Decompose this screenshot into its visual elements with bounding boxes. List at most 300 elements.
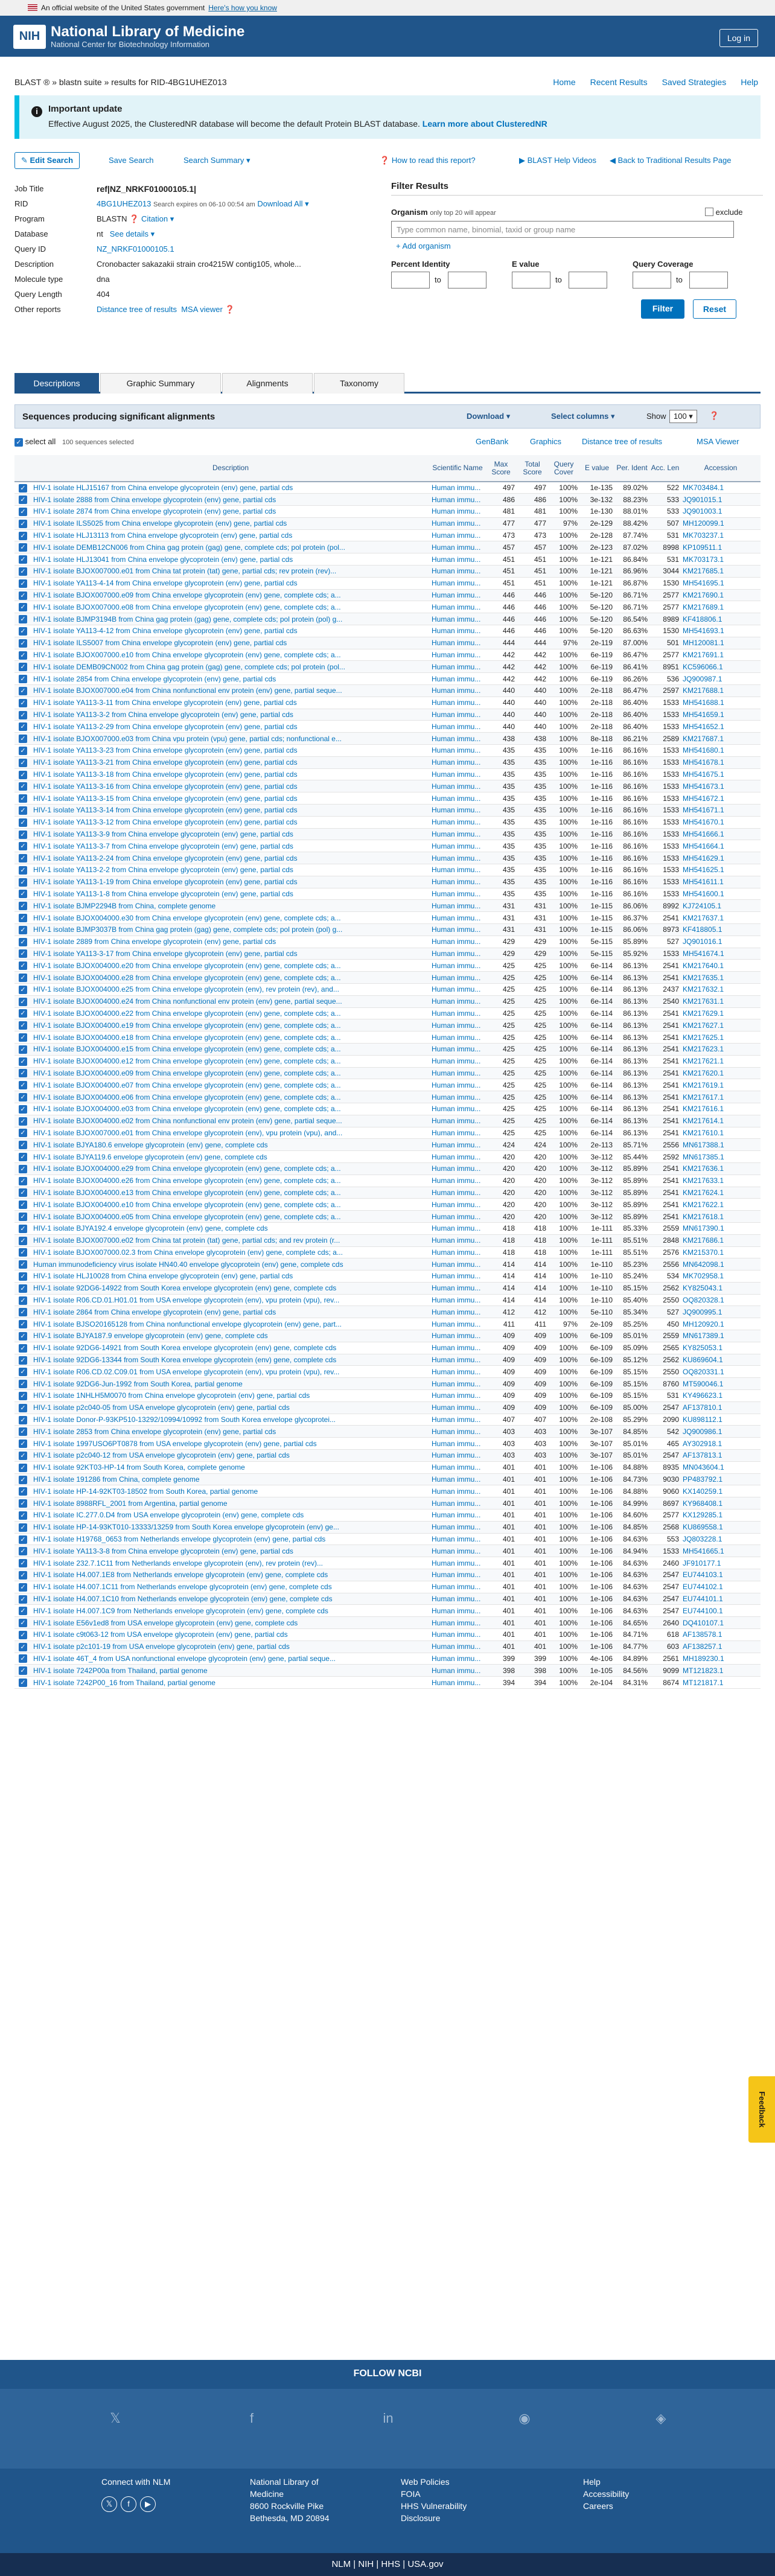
col-total-score[interactable]: Total Score: [517, 455, 548, 482]
cell-scientific-name[interactable]: Human immu...: [430, 482, 485, 494]
cell-accession[interactable]: KU869604.1: [681, 1354, 761, 1366]
select-all-checkbox[interactable]: ✓: [14, 438, 23, 447]
cell-scientific-name[interactable]: Human immu...: [430, 1521, 485, 1533]
cell-accession[interactable]: KP109511.1: [681, 541, 761, 553]
cell-accession[interactable]: KM217691.1: [681, 649, 761, 661]
twitter-icon[interactable]: 𝕏: [101, 2496, 117, 2512]
cell-accession[interactable]: KM217632.1: [681, 983, 761, 995]
cell-scientific-name[interactable]: Human immu...: [430, 601, 485, 613]
cell-scientific-name[interactable]: Human immu...: [430, 1007, 485, 1019]
cell-scientific-name[interactable]: Human immu...: [430, 613, 485, 625]
cell-description[interactable]: HIV-1 isolate YA113-3-18 from China envelope glycoprotein (env) gene, partial cds: [31, 768, 430, 780]
row-checkbox[interactable]: ✓: [19, 1033, 27, 1042]
foia-link[interactable]: FOIA: [401, 2489, 421, 2499]
cell-description[interactable]: HIV-1 isolate 2864 from China envelope glycoprotein (env) gene, partial cds: [31, 1306, 430, 1318]
row-checkbox[interactable]: ✓: [19, 818, 27, 827]
cell-scientific-name[interactable]: Human immu...: [430, 1497, 485, 1510]
row-checkbox[interactable]: ✓: [19, 1296, 27, 1305]
cell-scientific-name[interactable]: Human immu...: [430, 828, 485, 840]
cell-accession[interactable]: DQ410107.1: [681, 1617, 761, 1629]
cell-scientific-name[interactable]: Human immu...: [430, 1605, 485, 1617]
cell-scientific-name[interactable]: Human immu...: [430, 1043, 485, 1055]
cell-accession[interactable]: JF910177.1: [681, 1557, 761, 1569]
cell-accession[interactable]: MT590046.1: [681, 1378, 761, 1390]
row-checkbox[interactable]: ✓: [19, 1487, 27, 1496]
row-checkbox[interactable]: ✓: [19, 1356, 27, 1365]
exclude-checkbox[interactable]: [705, 208, 713, 216]
cell-accession[interactable]: MN043604.1: [681, 1461, 761, 1473]
edit-search-button[interactable]: ✎ Edit Search: [14, 152, 80, 169]
row-checkbox[interactable]: ✓: [19, 484, 27, 493]
cell-description[interactable]: HIV-1 isolate HLJ10028 from China envelope glycoprotein (env) gene, partial cds: [31, 1270, 430, 1283]
youtube-icon[interactable]: ▶: [140, 2496, 156, 2512]
cell-scientific-name[interactable]: Human immu...: [430, 1318, 485, 1330]
cell-accession[interactable]: MH541673.1: [681, 780, 761, 792]
cell-description[interactable]: HIV-1 isolate YA113-3-12 from China envelope glycoprotein (env) gene, partial cds: [31, 816, 430, 828]
cell-description[interactable]: HIV-1 isolate BJOX007000.e03 from China vpu protein (vpu) gene, partial cds; nonfunctional e...: [31, 733, 430, 745]
cell-accession[interactable]: KX129285.1: [681, 1510, 761, 1522]
col-query-cover[interactable]: Query Cover: [548, 455, 579, 482]
cell-description[interactable]: HIV-1 isolate YA113-3-8 from China envelope glycoprotein (env) gene, partial cds: [31, 1545, 430, 1557]
cell-description[interactable]: HIV-1 isolate YA113-3-11 from China envelope glycoprotein (env) gene, partial cds: [31, 697, 430, 709]
row-checkbox[interactable]: ✓: [19, 1559, 27, 1567]
cell-description[interactable]: HIV-1 isolate YA113-2-29 from China envelope glycoprotein (env) gene, partial cds: [31, 721, 430, 733]
cell-accession[interactable]: KM217640.1: [681, 960, 761, 972]
cell-scientific-name[interactable]: Human immu...: [430, 805, 485, 817]
cell-description[interactable]: HIV-1 isolate BJMP3037B from China gag protein (gag) gene, complete cds; pol protein (pol) g...: [31, 923, 430, 936]
row-checkbox[interactable]: ✓: [19, 1464, 27, 1472]
cell-scientific-name[interactable]: Human immu...: [430, 1354, 485, 1366]
row-checkbox[interactable]: ✓: [19, 722, 27, 731]
cell-scientific-name[interactable]: Human immu...: [430, 756, 485, 768]
row-checkbox[interactable]: ✓: [19, 496, 27, 504]
cell-description[interactable]: HIV-1 isolate BJYA192.4 envelope glycoprotein (env) gene, complete cds: [31, 1222, 430, 1234]
cell-scientific-name[interactable]: Human immu...: [430, 1677, 485, 1689]
cell-scientific-name[interactable]: Human immu...: [430, 1533, 485, 1545]
see-details-dropdown[interactable]: See details ▾: [109, 229, 155, 238]
row-checkbox[interactable]: ✓: [19, 1571, 27, 1580]
cell-scientific-name[interactable]: Human immu...: [430, 1330, 485, 1342]
cell-accession[interactable]: KY825043.1: [681, 1282, 761, 1294]
cell-description[interactable]: HIV-1 isolate HP-14-92KT03-18502 from South Korea, partial genome: [31, 1485, 430, 1497]
cell-scientific-name[interactable]: Human immu...: [430, 1401, 485, 1414]
row-checkbox[interactable]: ✓: [19, 831, 27, 839]
row-checkbox[interactable]: ✓: [19, 1081, 27, 1089]
cell-description[interactable]: HIV-1 isolate BJOX004000.e25 from China envelope glycoprotein (env), rev protein (rev), and...: [31, 983, 430, 995]
evalue-min[interactable]: [512, 272, 550, 289]
cell-scientific-name[interactable]: Human immu...: [430, 1258, 485, 1270]
cell-description[interactable]: HIV-1 isolate YA113-3-21 from China envelope glycoprotein (env) gene, partial cds: [31, 756, 430, 768]
row-checkbox[interactable]: ✓: [19, 1308, 27, 1316]
cell-scientific-name[interactable]: Human immu...: [430, 840, 485, 852]
cell-description[interactable]: HIV-1 isolate 2874 from China envelope glycoprotein (env) gene, partial cds: [31, 506, 430, 518]
cell-accession[interactable]: AF138578.1: [681, 1629, 761, 1641]
cell-scientific-name[interactable]: Human immu...: [430, 983, 485, 995]
cell-accession[interactable]: KJ724105.1: [681, 900, 761, 912]
cell-accession[interactable]: AF138257.1: [681, 1640, 761, 1653]
cell-description[interactable]: HIV-1 isolate YA113-3-23 from China envelope glycoprotein (env) gene, partial cds: [31, 745, 430, 757]
citation-dropdown[interactable]: Citation ▾: [141, 214, 174, 223]
cell-description[interactable]: HIV-1 isolate DEMB09CN002 from China gag protein (gag) gene, complete cds; pol protein (pol...: [31, 661, 430, 673]
genbank-link[interactable]: GenBank: [476, 437, 509, 446]
row-checkbox[interactable]: ✓: [19, 1499, 27, 1508]
cell-accession[interactable]: KM217686.1: [681, 1234, 761, 1246]
cell-description[interactable]: HIV-1 isolate BJMP3194B from China gag protein (gag) gene, complete cds; pol protein (pol) g...: [31, 613, 430, 625]
cell-accession[interactable]: KM217633.1: [681, 1175, 761, 1187]
row-checkbox[interactable]: ✓: [19, 1320, 27, 1328]
cell-accession[interactable]: MH541670.1: [681, 816, 761, 828]
nav-saved-strategies[interactable]: Saved Strategies: [662, 77, 727, 87]
row-checkbox[interactable]: ✓: [19, 806, 27, 815]
cell-accession[interactable]: MH541665.1: [681, 1545, 761, 1557]
twitter-icon[interactable]: 𝕏: [110, 2411, 121, 2426]
cell-scientific-name[interactable]: Human immu...: [430, 1450, 485, 1462]
cell-scientific-name[interactable]: Human immu...: [430, 1569, 485, 1581]
evalue-max[interactable]: [569, 272, 607, 289]
cell-scientific-name[interactable]: Human immu...: [430, 1473, 485, 1485]
col-scientific-name[interactable]: Scientific Name: [430, 455, 485, 482]
cell-accession[interactable]: MK703173.1: [681, 553, 761, 566]
cell-description[interactable]: HIV-1 isolate HLJ15167 from China envelope glycoprotein (env) gene, partial cds: [31, 482, 430, 494]
row-checkbox[interactable]: ✓: [19, 771, 27, 779]
linkedin-icon[interactable]: in: [383, 2411, 394, 2426]
cell-description[interactable]: HIV-1 isolate BJOX004000.e06 from China envelope glycoprotein (env) gene, complete cds; a...: [31, 1091, 430, 1103]
row-checkbox[interactable]: ✓: [19, 1045, 27, 1054]
cell-accession[interactable]: KY496623.1: [681, 1390, 761, 1402]
cell-scientific-name[interactable]: Human immu...: [430, 1139, 485, 1151]
cell-description[interactable]: HIV-1 isolate BJOX004000.e22 from China envelope glycoprotein (env) gene, complete cds; a...: [31, 1007, 430, 1019]
query-coverage-min[interactable]: [633, 272, 671, 289]
cell-scientific-name[interactable]: Human immu...: [430, 661, 485, 673]
row-checkbox[interactable]: ✓: [19, 1284, 27, 1293]
cell-description[interactable]: HIV-1 isolate IC.277.0.D4 from USA envelope glycoprotein (env) gene, complete cds: [31, 1510, 430, 1522]
cell-accession[interactable]: KU869558.1: [681, 1521, 761, 1533]
cell-description[interactable]: HIV-1 isolate BJOX007000.e02 from China tat protein (tat) gene, partial cds; and rev protein (r...: [31, 1234, 430, 1246]
cell-accession[interactable]: MH541629.1: [681, 852, 761, 864]
cell-description[interactable]: HIV-1 isolate H4.007.1C11 from Netherlands envelope glycoprotein (env) gene, complete cds: [31, 1581, 430, 1593]
cell-scientific-name[interactable]: Human immu...: [430, 1091, 485, 1103]
row-checkbox[interactable]: ✓: [19, 1427, 27, 1436]
cell-accession[interactable]: KM217616.1: [681, 1103, 761, 1115]
cell-accession[interactable]: KM217617.1: [681, 1091, 761, 1103]
cell-scientific-name[interactable]: Human immu...: [430, 1593, 485, 1605]
cell-description[interactable]: HIV-1 isolate 92DG6-13344 from South Korea envelope glycoprotein (env) gene, complete cds: [31, 1354, 430, 1366]
cell-accession[interactable]: KM217620.1: [681, 1067, 761, 1079]
col-max-score[interactable]: Max Score: [485, 455, 517, 482]
cell-accession[interactable]: MH541693.1: [681, 625, 761, 637]
cell-accession[interactable]: MN617388.1: [681, 1139, 761, 1151]
row-checkbox[interactable]: ✓: [19, 591, 27, 600]
row-checkbox[interactable]: ✓: [19, 1392, 27, 1400]
footer-nlm[interactable]: National Library of: [250, 2477, 319, 2487]
cell-accession[interactable]: MN617390.1: [681, 1222, 761, 1234]
row-checkbox[interactable]: ✓: [19, 1141, 27, 1149]
row-checkbox[interactable]: ✓: [19, 567, 27, 576]
cell-scientific-name[interactable]: Human immu...: [430, 923, 485, 936]
row-checkbox[interactable]: ✓: [19, 938, 27, 946]
cell-accession[interactable]: MK703237.1: [681, 529, 761, 541]
cell-scientific-name[interactable]: Human immu...: [430, 948, 485, 960]
cell-accession[interactable]: MH541600.1: [681, 888, 761, 900]
cell-description[interactable]: HIV-1 isolate YA113-3-9 from China envelope glycoprotein (env) gene, partial cds: [31, 828, 430, 840]
cell-scientific-name[interactable]: Human immu...: [430, 1270, 485, 1283]
cell-description[interactable]: HIV-1 isolate BJOX004000.e18 from China envelope glycoprotein (env) gene, complete cds; a...: [31, 1031, 430, 1044]
cell-accession[interactable]: MH541652.1: [681, 721, 761, 733]
row-checkbox[interactable]: ✓: [19, 1607, 27, 1615]
cell-accession[interactable]: KM217623.1: [681, 1043, 761, 1055]
cell-accession[interactable]: KM217631.1: [681, 995, 761, 1007]
cell-accession[interactable]: MH541664.1: [681, 840, 761, 852]
cell-description[interactable]: HIV-1 isolate ILS5025 from China envelope glycoprotein (env) gene, partial cds: [31, 517, 430, 529]
cell-accession[interactable]: MH541688.1: [681, 697, 761, 709]
cell-description[interactable]: HIV-1 isolate YA113-1-8 from China envelope glycoprotein (env) gene, partial cds: [31, 888, 430, 900]
cell-accession[interactable]: KM217618.1: [681, 1211, 761, 1223]
cell-description[interactable]: HIV-1 isolate YA113-3-15 from China envelope glycoprotein (env) gene, partial cds: [31, 792, 430, 805]
tab-alignments[interactable]: Alignments: [222, 373, 313, 394]
cell-description[interactable]: HIV-1 isolate 46T_4 from USA nonfunctional envelope glycoprotein (env) gene, partial seque...: [31, 1653, 430, 1665]
row-checkbox[interactable]: ✓: [19, 663, 27, 671]
cell-description[interactable]: HIV-1 isolate 191286 from China, complete genome: [31, 1473, 430, 1485]
organism-input[interactable]: Type common name, binomial, taxid or group name: [391, 221, 734, 238]
cell-scientific-name[interactable]: Human immu...: [430, 1246, 485, 1258]
cell-description[interactable]: HIV-1 isolate YA113-4-12 from China envelope glycoprotein (env) gene, partial cds: [31, 625, 430, 637]
cell-accession[interactable]: MN617389.1: [681, 1330, 761, 1342]
row-checkbox[interactable]: ✓: [19, 974, 27, 982]
cell-scientific-name[interactable]: Human immu...: [430, 864, 485, 876]
row-checkbox[interactable]: ✓: [19, 579, 27, 588]
cell-description[interactable]: HIV-1 isolate 92DG6-Jun-1992 from South Korea, partial genome: [31, 1378, 430, 1390]
cell-scientific-name[interactable]: Human immu...: [430, 1510, 485, 1522]
cell-accession[interactable]: KM217627.1: [681, 1019, 761, 1031]
cell-scientific-name[interactable]: Human immu...: [430, 1461, 485, 1473]
cell-description[interactable]: HIV-1 isolate R06.CD.02.C09.01 from USA envelope glycoprotein (env), vpu protein (vpu), rev...: [31, 1366, 430, 1378]
row-checkbox[interactable]: ✓: [19, 1069, 27, 1077]
query-id-link[interactable]: NZ_NRKF01000105.1: [97, 244, 174, 253]
cell-description[interactable]: HIV-1 isolate p2c040-05 from USA envelope glycoprotein (env) gene, partial cds: [31, 1401, 430, 1414]
filter-button[interactable]: Filter: [641, 299, 684, 319]
row-checkbox[interactable]: ✓: [19, 1439, 27, 1448]
cell-accession[interactable]: JQ901015.1: [681, 494, 761, 506]
row-checkbox[interactable]: ✓: [19, 747, 27, 755]
cell-accession[interactable]: MN642098.1: [681, 1258, 761, 1270]
row-checkbox[interactable]: ✓: [19, 866, 27, 875]
cell-scientific-name[interactable]: Human immu...: [430, 1342, 485, 1354]
cell-accession[interactable]: KM217624.1: [681, 1187, 761, 1199]
nlm-logo[interactable]: [13, 24, 244, 49]
cell-accession[interactable]: AF137810.1: [681, 1401, 761, 1414]
cell-accession[interactable]: KM217625.1: [681, 1031, 761, 1044]
reset-button[interactable]: Reset: [693, 299, 736, 319]
cell-description[interactable]: HIV-1 isolate DEMB12CN006 from China gag protein (gag) gene, complete cds; pol protein (pol...: [31, 541, 430, 553]
row-checkbox[interactable]: ✓: [19, 627, 27, 636]
row-checkbox[interactable]: ✓: [19, 1225, 27, 1233]
cell-description[interactable]: HIV-1 isolate BJOX004000.e13 from China envelope glycoprotein (env) gene, complete cds; a...: [31, 1187, 430, 1199]
cell-description[interactable]: HIV-1 isolate YA113-2-2 from China envelope glycoprotein (env) gene, partial cds: [31, 864, 430, 876]
cell-description[interactable]: HIV-1 isolate 2853 from China envelope glycoprotein (env) gene, partial cds: [31, 1426, 430, 1438]
cell-accession[interactable]: MH541659.1: [681, 709, 761, 721]
cell-accession[interactable]: AY302918.1: [681, 1438, 761, 1450]
cell-description[interactable]: HIV-1 isolate ILS5007 from China envelope glycoprotein (env) gene, partial cds: [31, 637, 430, 649]
feedback-button[interactable]: Feedback: [748, 2076, 775, 2143]
row-checkbox[interactable]: ✓: [19, 794, 27, 803]
tab-taxonomy[interactable]: Taxonomy: [314, 373, 404, 394]
cell-description[interactable]: HIV-1 isolate 1NHLH5M0070 from China envelope glycoprotein (env) gene, partial cds: [31, 1390, 430, 1402]
row-checkbox[interactable]: ✓: [19, 639, 27, 648]
row-checkbox[interactable]: ✓: [19, 1117, 27, 1126]
cell-description[interactable]: HIV-1 isolate 2889 from China envelope glycoprotein (env) gene, partial cds: [31, 936, 430, 948]
row-checkbox[interactable]: ✓: [19, 687, 27, 695]
cell-description[interactable]: HIV-1 isolate BJOX004000.e07 from China envelope glycoprotein (env) gene, complete cds; a...: [31, 1079, 430, 1091]
cell-accession[interactable]: KM217690.1: [681, 589, 761, 601]
cell-accession[interactable]: KC596066.1: [681, 661, 761, 673]
cell-scientific-name[interactable]: Human immu...: [430, 625, 485, 637]
row-checkbox[interactable]: ✓: [19, 615, 27, 623]
distance-tree-link[interactable]: Distance tree of results: [582, 437, 662, 446]
cell-description[interactable]: HIV-1 isolate H19768_0653 from Netherlands envelope glycoprotein (env) gene, partial cds: [31, 1533, 430, 1545]
cell-description[interactable]: HIV-1 isolate 92DG6-14921 from South Korea envelope glycoprotein (env) gene, complete cds: [31, 1342, 430, 1354]
row-checkbox[interactable]: ✓: [19, 782, 27, 791]
row-checkbox[interactable]: ✓: [19, 1583, 27, 1592]
cell-description[interactable]: HIV-1 isolate c9t063-12 from USA envelope glycoprotein (env) gene, partial cds: [31, 1629, 430, 1641]
cell-scientific-name[interactable]: Human immu...: [430, 1234, 485, 1246]
cell-accession[interactable]: KY968408.1: [681, 1497, 761, 1510]
cell-description[interactable]: HIV-1 isolate p2c040-12 from USA envelope glycoprotein (env) gene, partial cds: [31, 1450, 430, 1462]
blog-icon[interactable]: ◈: [655, 2411, 666, 2426]
cell-scientific-name[interactable]: Human immu...: [430, 1653, 485, 1665]
cell-accession[interactable]: OQ820331.1: [681, 1366, 761, 1378]
cell-scientific-name[interactable]: Human immu...: [430, 709, 485, 721]
cell-scientific-name[interactable]: Human immu...: [430, 768, 485, 780]
cell-description[interactable]: HIV-1 isolate 2854 from China envelope glycoprotein (env) gene, partial cds: [31, 673, 430, 685]
cell-scientific-name[interactable]: Human immu...: [430, 1187, 485, 1199]
cell-accession[interactable]: KM217687.1: [681, 733, 761, 745]
cell-scientific-name[interactable]: Human immu...: [430, 506, 485, 518]
cell-scientific-name[interactable]: Human immu...: [430, 529, 485, 541]
cell-description[interactable]: HIV-1 isolate H4.007.1C10 from Netherlands envelope glycoprotein (env) gene, complete cds: [31, 1593, 430, 1605]
cell-scientific-name[interactable]: Human immu...: [430, 637, 485, 649]
col-accession[interactable]: Accession: [681, 455, 761, 482]
row-checkbox[interactable]: ✓: [19, 1535, 27, 1544]
footer-nlm[interactable]: Medicine: [250, 2489, 284, 2499]
cell-description[interactable]: HIV-1 isolate BJOX007000.e04 from China nonfunctional env protein (env) gene, partial seque...: [31, 685, 430, 697]
cell-scientific-name[interactable]: Human immu...: [430, 900, 485, 912]
accessibility-link[interactable]: Accessibility: [583, 2489, 630, 2499]
cell-accession[interactable]: MK702958.1: [681, 1270, 761, 1283]
nav-recent-results[interactable]: Recent Results: [590, 77, 648, 87]
add-organism-link[interactable]: + Add organism: [396, 241, 451, 250]
row-checkbox[interactable]: ✓: [19, 1380, 27, 1388]
cell-accession[interactable]: MH541675.1: [681, 768, 761, 780]
cell-scientific-name[interactable]: Human immu...: [430, 541, 485, 553]
cell-description[interactable]: HIV-1 isolate BJOX004000.e02 from China nonfunctional env protein (env) gene, partial seque...: [31, 1115, 430, 1127]
cell-accession[interactable]: MH189230.1: [681, 1653, 761, 1665]
cell-scientific-name[interactable]: Human immu...: [430, 816, 485, 828]
row-checkbox[interactable]: ✓: [19, 1057, 27, 1066]
row-checkbox[interactable]: ✓: [19, 1248, 27, 1257]
row-checkbox[interactable]: ✓: [19, 1595, 27, 1604]
row-checkbox[interactable]: ✓: [19, 1666, 27, 1675]
cell-scientific-name[interactable]: Human immu...: [430, 733, 485, 745]
cell-description[interactable]: HIV-1 isolate BJOX007000.e08 from China envelope glycoprotein (env) gene, complete cds; a...: [31, 601, 430, 613]
cell-scientific-name[interactable]: Human immu...: [430, 1067, 485, 1079]
row-checkbox[interactable]: ✓: [19, 675, 27, 683]
cell-scientific-name[interactable]: Human immu...: [430, 673, 485, 685]
cell-scientific-name[interactable]: Human immu...: [430, 1019, 485, 1031]
cell-description[interactable]: HIV-1 isolate BJOX004000.e19 from China envelope glycoprotein (env) gene, complete cds; a...: [31, 1019, 430, 1031]
footer-bottom-links[interactable]: NLM | NIH | HHS | USA.gov: [0, 2553, 775, 2576]
row-checkbox[interactable]: ✓: [19, 1188, 27, 1197]
row-checkbox[interactable]: ✓: [19, 1177, 27, 1185]
cell-scientific-name[interactable]: Human immu...: [430, 972, 485, 984]
cell-description[interactable]: HIV-1 isolate YA113-3-14 from China envelope glycoprotein (env) gene, partial cds: [31, 805, 430, 817]
cell-description[interactable]: HIV-1 isolate BJOX004000.e24 from China nonfunctional env protein (env) gene, partial seque...: [31, 995, 430, 1007]
cell-scientific-name[interactable]: Human immu...: [430, 1175, 485, 1187]
how-to-read-link[interactable]: ❓ How to read this report?: [380, 156, 476, 165]
cell-accession[interactable]: EU744103.1: [681, 1569, 761, 1581]
cell-accession[interactable]: MH541625.1: [681, 864, 761, 876]
cell-scientific-name[interactable]: Human immu...: [430, 745, 485, 757]
cell-description[interactable]: HIV-1 isolate 92KT03-HP-14 from South Korea, complete genome: [31, 1461, 430, 1473]
cell-scientific-name[interactable]: Human immu...: [430, 494, 485, 506]
cell-accession[interactable]: AF137813.1: [681, 1450, 761, 1462]
cell-description[interactable]: HIV-1 isolate BJOX004000.e12 from China envelope glycoprotein (env) gene, complete cds; a...: [31, 1055, 430, 1067]
cell-scientific-name[interactable]: Human immu...: [430, 1127, 485, 1139]
row-checkbox[interactable]: ✓: [19, 902, 27, 910]
row-checkbox[interactable]: ✓: [19, 854, 27, 862]
cell-scientific-name[interactable]: Human immu...: [430, 1366, 485, 1378]
cell-accession[interactable]: JQ803228.1: [681, 1533, 761, 1545]
nav-home[interactable]: Home: [553, 77, 576, 87]
cell-scientific-name[interactable]: Human immu...: [430, 1438, 485, 1450]
cell-scientific-name[interactable]: Human immu...: [430, 792, 485, 805]
cell-description[interactable]: HIV-1 isolate BJOX004000.e03 from China envelope glycoprotein (env) gene, complete cds; a...: [31, 1103, 430, 1115]
cell-scientific-name[interactable]: Human immu...: [430, 888, 485, 900]
cell-accession[interactable]: KM217689.1: [681, 601, 761, 613]
cell-accession[interactable]: EU744101.1: [681, 1593, 761, 1605]
query-coverage-max[interactable]: [689, 272, 728, 289]
row-checkbox[interactable]: ✓: [19, 998, 27, 1006]
cell-accession[interactable]: KM217622.1: [681, 1199, 761, 1211]
cell-description[interactable]: HIV-1 isolate HP-14-93KT010-13333/13259 from South Korea envelope glycoprotein (env) ge...: [31, 1521, 430, 1533]
row-checkbox[interactable]: ✓: [19, 1344, 27, 1353]
how-you-know-link[interactable]: Here's how you know: [208, 4, 277, 12]
row-checkbox[interactable]: ✓: [19, 543, 27, 552]
cell-description[interactable]: HIV-1 isolate BJOX007000.e01 from China envelope glycoprotein (env), vpu protein (vpu), and...: [31, 1127, 430, 1139]
cell-scientific-name[interactable]: Human immu...: [430, 1414, 485, 1426]
cell-scientific-name[interactable]: Human immu...: [430, 1629, 485, 1641]
row-checkbox[interactable]: ✓: [19, 1260, 27, 1269]
cell-description[interactable]: HIV-1 isolate BJOX007000.02.3 from China envelope glycoprotein (env) gene, complete cds; a...: [31, 1246, 430, 1258]
cell-accession[interactable]: JQ900987.1: [681, 673, 761, 685]
row-checkbox[interactable]: ✓: [19, 1643, 27, 1651]
login-button[interactable]: Log in: [719, 29, 758, 47]
cell-accession[interactable]: KU898112.1: [681, 1414, 761, 1426]
cell-accession[interactable]: MH541666.1: [681, 828, 761, 840]
cell-scientific-name[interactable]: Human immu...: [430, 852, 485, 864]
cell-accession[interactable]: MH541611.1: [681, 876, 761, 888]
cell-scientific-name[interactable]: Human immu...: [430, 649, 485, 661]
cell-description[interactable]: HIV-1 isolate BJOX004000.e05 from China envelope glycoprotein (env) gene, complete cds; a...: [31, 1211, 430, 1223]
cell-description[interactable]: HIV-1 isolate E56v1ed8 from USA envelope glycoprotein (env) gene, complete cds: [31, 1617, 430, 1629]
row-checkbox[interactable]: ✓: [19, 1272, 27, 1281]
cell-description[interactable]: HIV-1 isolate YA113-3-2 from China envelope glycoprotein (env) gene, partial cds: [31, 709, 430, 721]
percent-identity-min[interactable]: [391, 272, 430, 289]
careers-link[interactable]: Careers: [583, 2501, 613, 2511]
col-evalue[interactable]: E value: [579, 455, 614, 482]
cell-description[interactable]: HIV-1 isolate BJSO20165128 from China nonfunctional envelope glycoprotein (env) gene, part...: [31, 1318, 430, 1330]
cell-scientific-name[interactable]: Human immu...: [430, 1390, 485, 1402]
row-checkbox[interactable]: ✓: [19, 699, 27, 707]
